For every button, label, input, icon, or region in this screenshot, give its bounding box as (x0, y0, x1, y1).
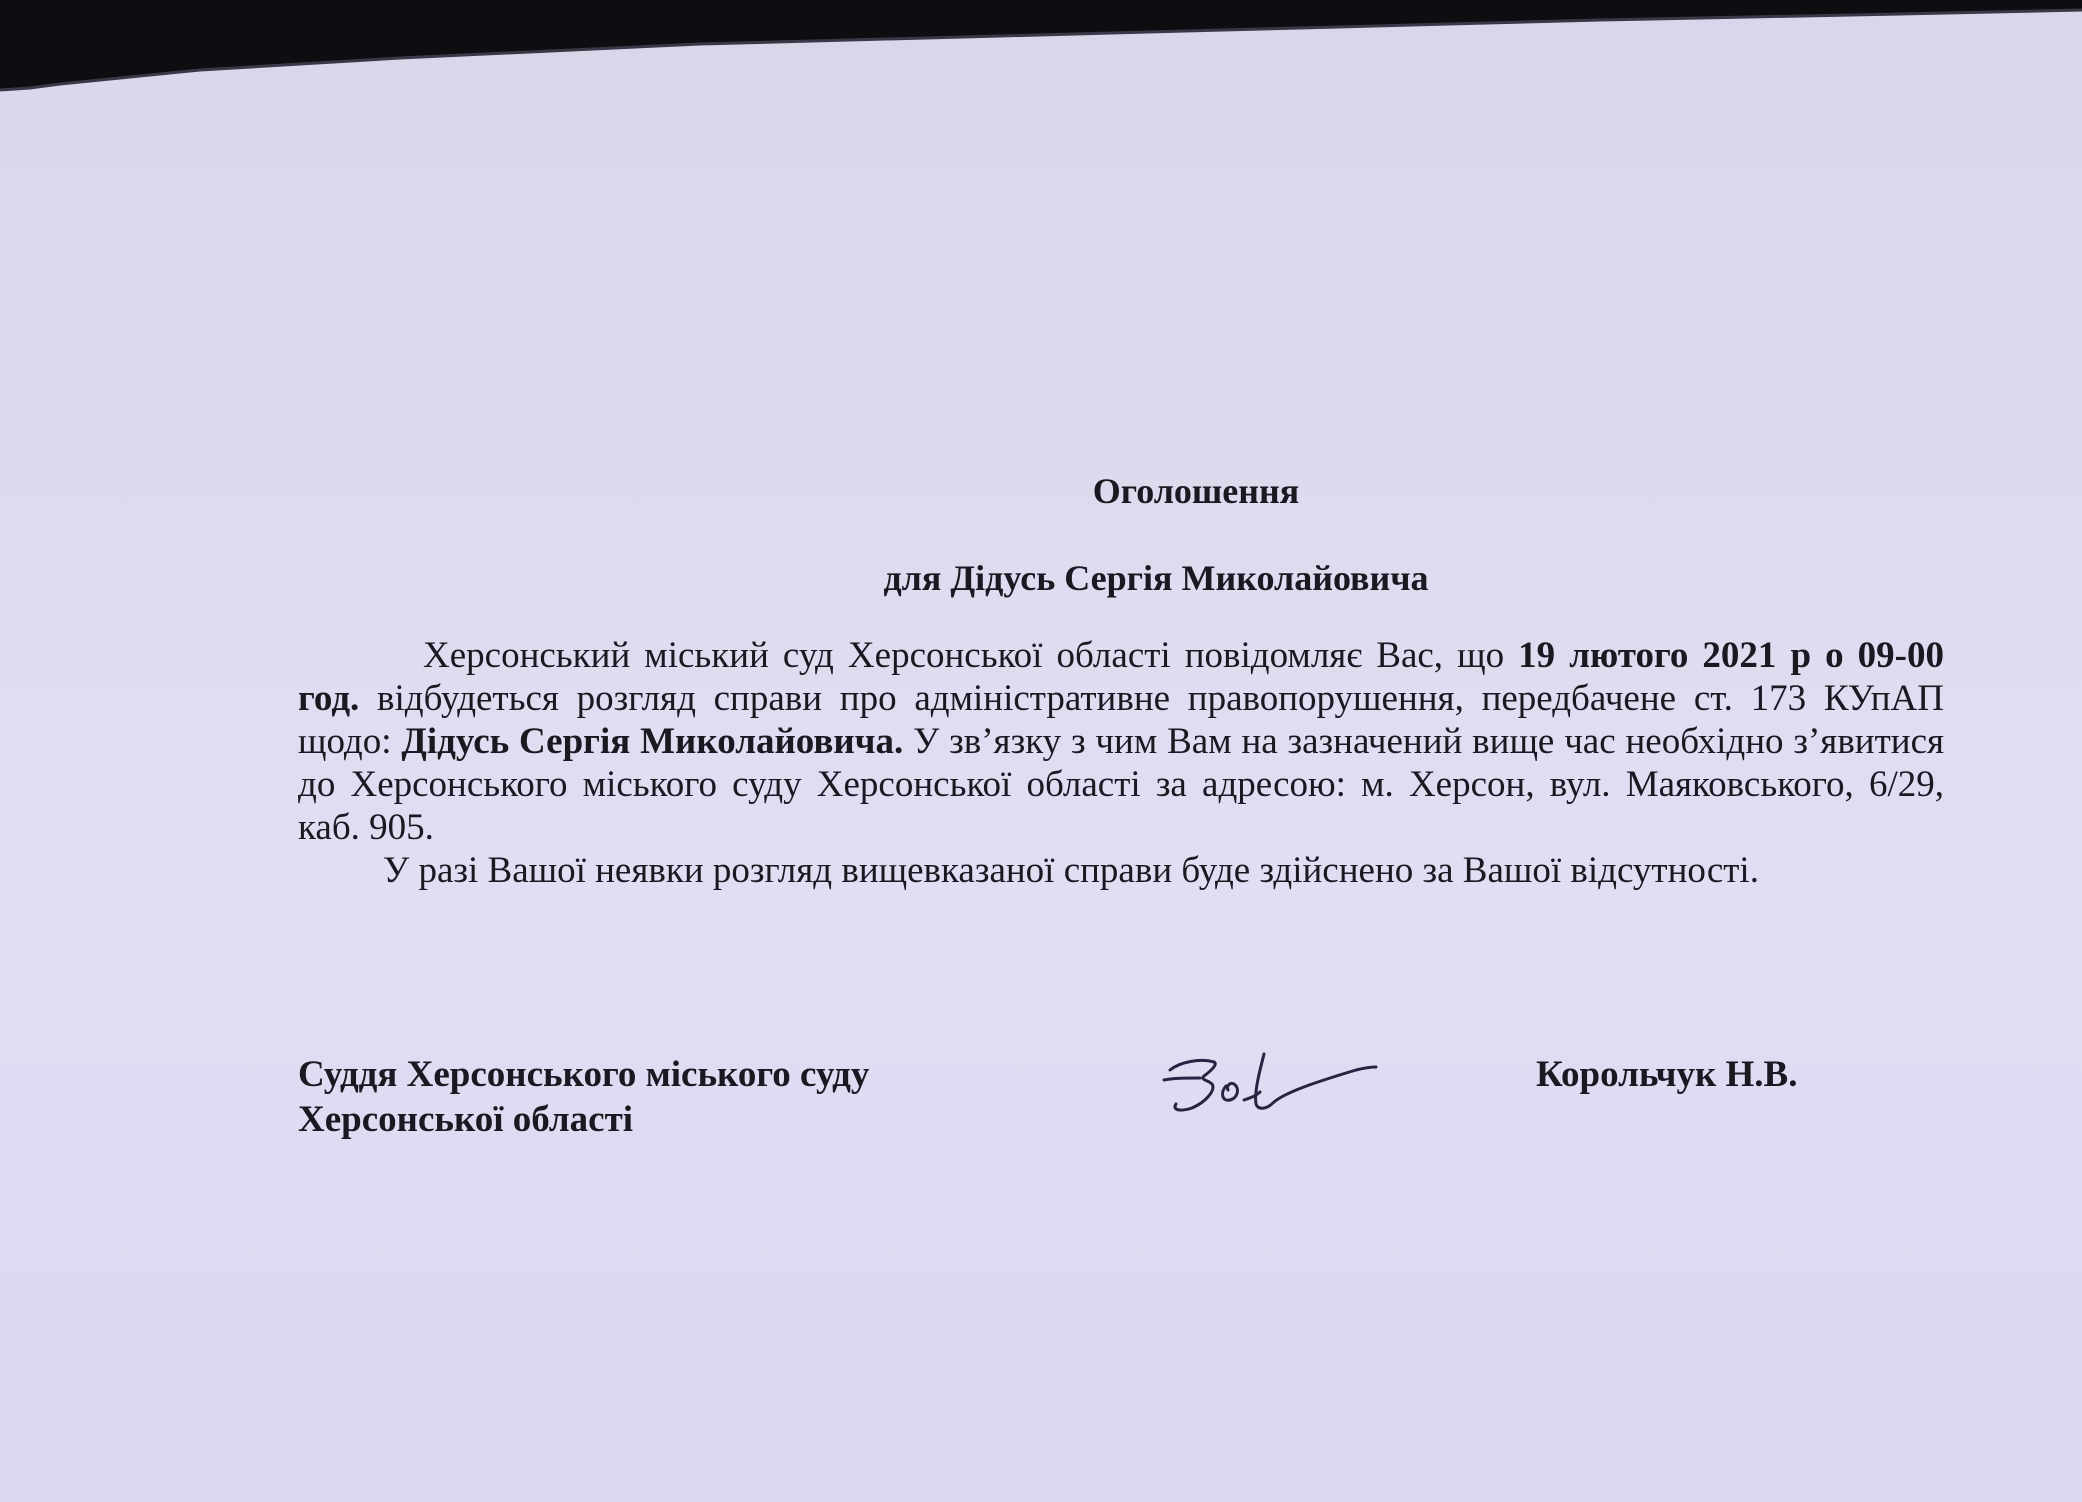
judge-position-line-1: Суддя Херсонського міського суду (298, 1054, 870, 1095)
notice-text-segment: У зв’язку з чим Вам на зазначений вище час необхідно з’явитися до Херсонського міського суду Херсонської області за адресою: м. Херсон, вул. Маяковського, 6/29, каб. 905. (298, 721, 1945, 848)
signature-block (298, 1040, 1898, 1160)
judge-position (298, 1052, 869, 1142)
handwritten-signature (1156, 1040, 1386, 1140)
hearing-date-time: 19 лютого 2021 р о 09-00 год. (298, 635, 1945, 719)
notice-paragraph-1 (298, 634, 1944, 849)
notice-paragraph-2: У разі Вашої неявки розгляд вищевказаної справи буде здійснено за Вашої відсутності. (383, 850, 1759, 891)
notice-text-segment: Херсонський міський суд Херсонської області повідомляє Вас, що (423, 635, 1519, 676)
notice-title: Оголошення (1092, 471, 1300, 511)
notice-text-segment: відбудеться розгляд справи про адміністративне правопорушення, передбачене ст. 173 КУпАП щодо: (298, 678, 1944, 762)
judge-name: Корольчук Н.В. (1536, 1054, 1798, 1095)
defendant-name: Дідусь Сергія Миколайовича. (401, 721, 904, 762)
notice-content (298, 470, 1944, 892)
dark-top-edge (0, 0, 2082, 110)
notice-subtitle: для Дідусь Сергія Миколайовича (883, 558, 1429, 598)
judge-position-line-2: Херсонської області (298, 1099, 634, 1140)
